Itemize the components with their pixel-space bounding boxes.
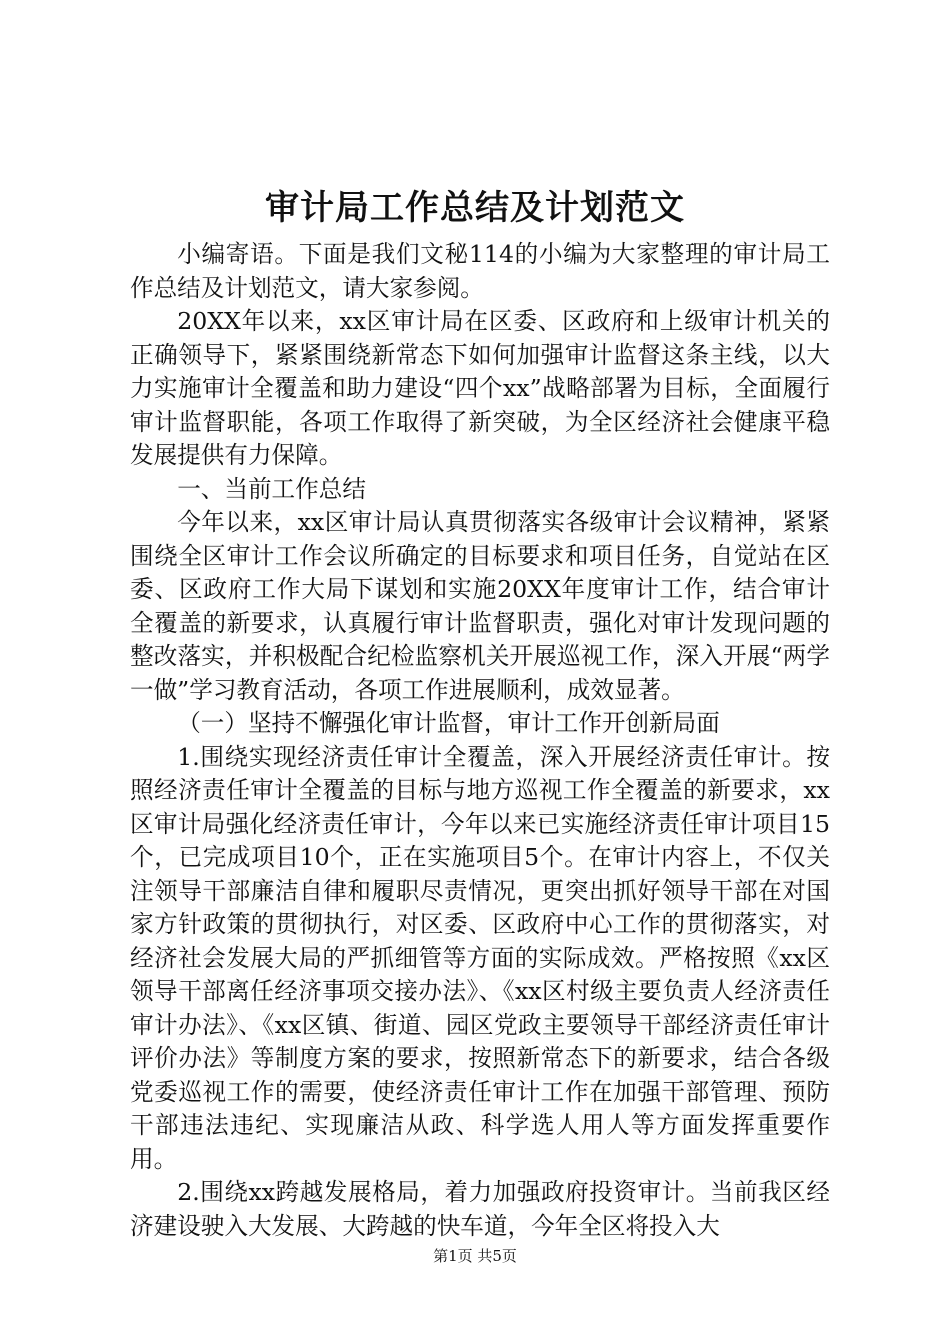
document-title: 审计局工作总结及计划范文 [265,188,685,228]
paragraph-government-investment-audit: 2.围绕xx跨越发展格局，着力加强政府投资审计。当前我区经济建设驶入大发展、大跨越的快车道，今年全区将投入大 [130,1178,830,1240]
section-heading-current-summary: 一、当前工作总结 [177,474,366,503]
subsection-heading-audit-supervision: （一）坚持不懈强化审计监督，审计工作开创新局面 [177,709,720,737]
page-number-footer: 第1页 共5页 [433,1247,517,1265]
paragraph-intro: 小编寄语。下面是我们文秘114的小编为大家整理的审计局工作总结及计划范文，请大家参阅。 [130,240,830,302]
document-body [130,238,830,1243]
paragraph-summary: 今年以来，xx区审计局认真贯彻落实各级审计会议精神，紧紧围绕全区审计工作会议所确定的目标要求和项目任务，自觉站在区委、区政府工作大局下谋划和实施20XX年度审计工作，结合审计全覆盖的新要求，认真履行审计监督职责，强化对审计发现问题的整改落实，并积极配合纪检监察机关开展巡视工作，深入开展“两学一做”学习教育活动，各项工作进展顺利，成效显著。 [130,508,830,704]
paragraph-overview: 20XX年以来，xx区审计局在区委、区政府和上级审计机关的正确领导下，紧紧围绕新常态下如何加强审计监督这条主线，以大力实施审计全覆盖和助力建设“四个xx”战略部署为目标，全面履行审计监督职能，各项工作取得了新突破，为全区经济社会健康平稳发展提供有力保障。 [130,307,830,469]
paragraph-economic-responsibility-audit: 1.围绕实现经济责任审计全覆盖，深入开展经济责任审计。按照经济责任审计全覆盖的目标与地方巡视工作全覆盖的新要求，xx区审计局强化经济责任审计，今年以来已实施经济责任审计项目15个，已完成项目10个，正在实施项目5个。在审计内容上，不仅关注领导干部廉洁自律和履职尽责情况，更突出抓好领导干部在对国家方针政策的贯彻执行，对区委、区政府中心工作的贯彻落实，对经济社会发展大局的严抓细管等方面的实际成效。严格按照《xx区领导干部离任经济事项交接办法》、《xx区村级主要负责人经济责任审计办法》、《xx区镇、街道、园区党政主要领导干部经济责任审计评价办法》等制度方案的要求，按照新常态下的新要求，结合各级党委巡视工作的需要，使经济责任审计工作在加强干部管理、预防干部违法违纪、实现廉洁从政、科学选人用人等方面发挥重要作用。 [130,742,830,1173]
